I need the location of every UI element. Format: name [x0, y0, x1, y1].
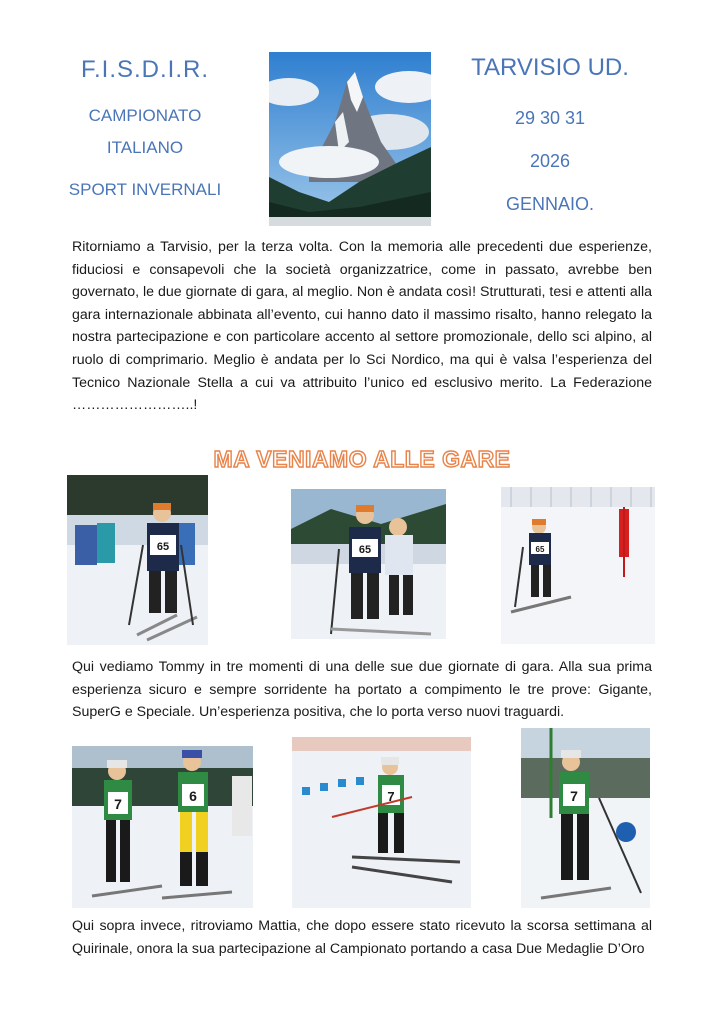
- event-year: 2026: [529, 151, 571, 171]
- mattia-photo-3: [521, 728, 650, 908]
- event-month: GENNAIO.: [505, 194, 594, 214]
- tommy-photo-1: [67, 475, 208, 645]
- mattia-photo-2: [292, 737, 471, 908]
- section-title: MA VENIAMO ALLE GARE: [213, 446, 511, 472]
- event-line-1: CAMPIONATO: [88, 106, 202, 125]
- mattia-bib-1: 7: [114, 796, 122, 812]
- header-right: [450, 54, 650, 237]
- other-bib: 6: [189, 788, 197, 804]
- mountain-photo: [269, 52, 431, 226]
- event-line-3: SPORT INVERNALI: [68, 180, 222, 199]
- caption-mattia: Qui sopra invece, ritroviamo Mattia, che dopo essere stato ricevuto la scorsa settimana al Quirinale, onora la sua partecipazione al Campionato portando a casa Due Medaglie D’Oro: [72, 918, 652, 957]
- event-days: 29 30 31: [514, 108, 586, 128]
- tommy-bib-3: 65: [535, 545, 545, 554]
- tommy-photo-3: [501, 487, 655, 644]
- organization-name: F.I.S.D.I.R.: [80, 56, 209, 83]
- tommy-bib-1: 65: [156, 541, 170, 553]
- tommy-bib-2: 65: [358, 544, 372, 556]
- event-line-2: ITALIANO: [106, 138, 184, 157]
- header-left: [40, 56, 250, 200]
- mattia-bib-2: 7: [387, 789, 395, 804]
- intro-paragraph: Ritorniamo a Tarvisio, per la terza volta. Con la memoria alle precedenti due esperienze, fiduciosi e consapevoli che la società organizzatrice, come in passato, avrebbe ben governato, le due giornate di gara, al meglio. Non è andata così! Strutturati, tesi e attenti alla gara internazionale abbinata all’evento, cui hanno dato il massimo risalto, hanno relegato la nostra partecipazione e con particolare accento al settore promozionale, dello sci alpino, al ruolo di comprimario. Meglio è andata per lo Sci Nordico, ma qui è valsa l’esperienza del Tecnico Nazionale Stella a cui va attribuito l’unico ed esclusivo merito. La Federazione ……………………..!: [72, 239, 652, 414]
- caption-tommy: Qui vediamo Tommy in tre momenti di una delle sue due giornate di gara. Alla sua prima esperienza sicuro e sempre sorridente ha portato a compimento le tre prove: Gigante, SuperG e Speciale. Un’esperienza positiva, che lo porta verso nuovi traguardi.: [72, 659, 652, 721]
- tommy-photo-2: [291, 489, 446, 639]
- mattia-photo-1: [72, 746, 253, 908]
- mattia-bib-3: 7: [570, 788, 578, 804]
- event-city: TARVISIO UD.: [471, 54, 629, 81]
